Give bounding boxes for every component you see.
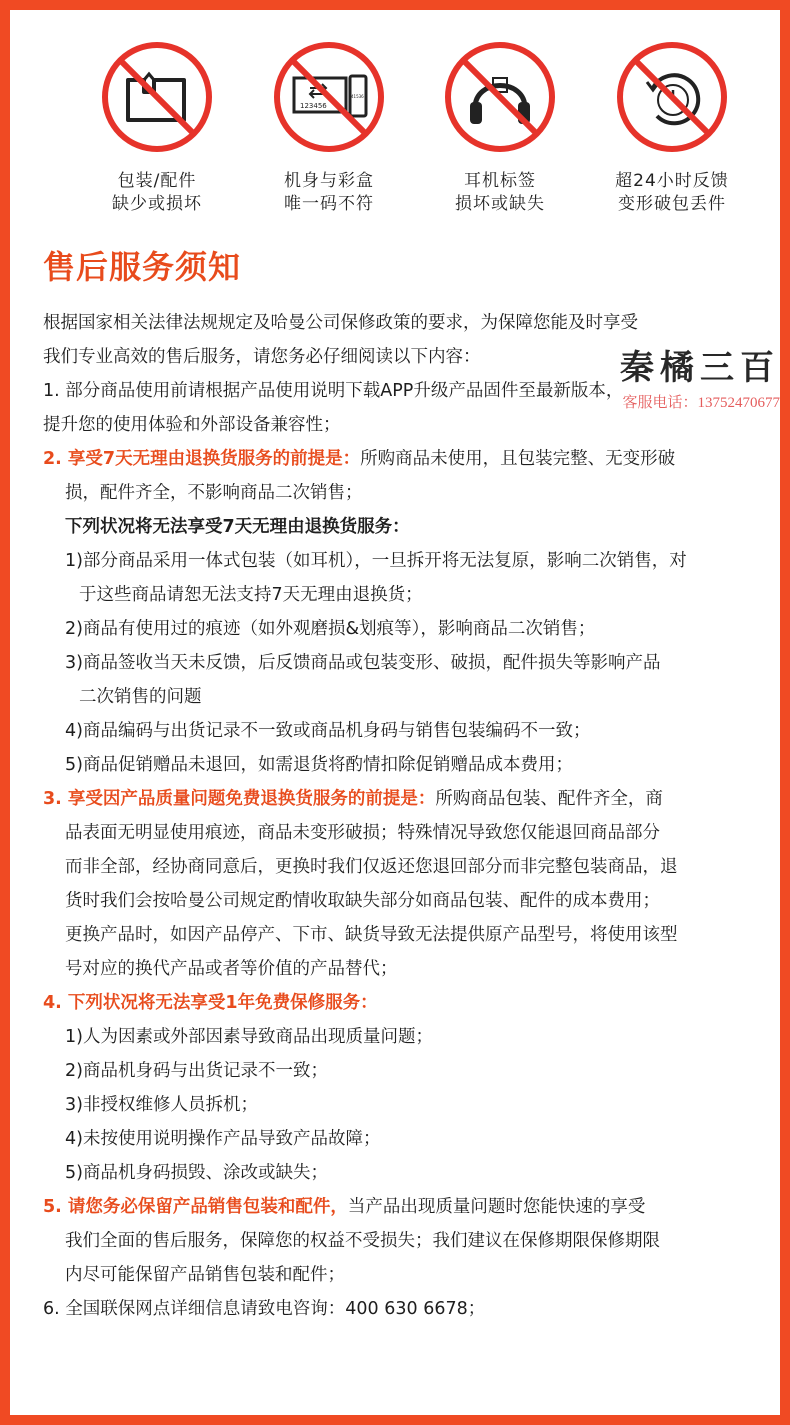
section-6-line: 6. 全国联保网点详细信息请致电咨询：400 630 6678； [43,1299,486,1319]
section-4-item: 2)商品机身码与出货记录不一致； [65,1061,328,1081]
section-1-line: 1. 部分商品使用前请根据产品使用说明下载APP升级产品固件至最新版本， [43,381,624,401]
icon-caption-line1: 超24小时反馈 [615,171,729,191]
icon-caption-line1: 机身与彩盒 [284,171,374,191]
section-2-line: 损，配件齐全，不影响商品二次销售； [65,483,363,503]
section-5-line: 内尽可能保留产品销售包装和配件； [65,1265,345,1285]
section-4-item: 4)未按使用说明操作产品导致产品故障； [65,1129,381,1149]
section-3-line: 品表面无明显使用痕迹，商品未变形破损；特殊情况导致您仅能退回商品部分 [65,823,660,843]
section-2-item: 二次销售的问题 [79,687,202,707]
section-5-first-line [43,1190,763,1224]
section-2-subheading: 下列状况将无法享受7天无理由退换货服务： [65,517,410,537]
notice-headphone-label [415,38,585,216]
section-5-line: 我们全面的售后服务，保障您的权益不受损失；我们建议在保修期限保修期限 [65,1231,660,1251]
section-3-heading: 3. 享受因产品质量问题免费退换货服务的前提是： [43,789,436,809]
prohibition-icons-row [10,38,780,228]
notice-body [43,306,763,1326]
clock-24h-icon [613,38,731,156]
page-title: 售后服务须知 [43,248,242,286]
headphone-label-icon [441,38,559,156]
icon-caption-line2: 损坏或缺失 [455,194,545,214]
watermark-shop-name: 秦橘三百 [620,348,780,388]
section-3-line: 更换产品时，如因产品停产、下市、缺货导致无法提供原产品型号，将使用该型 [65,925,678,945]
section-2-heading: 2. 享受7天无理由退换货服务的前提是： [43,449,361,469]
section-2-item: 5)商品促销赠品未退回，如需退货将酌情扣除促销赠品成本费用； [65,755,573,775]
icon-caption-line2: 唯一码不符 [284,194,374,214]
section-4-item: 1)人为因素或外部因素导致商品出现质量问题； [65,1027,433,1047]
icon-caption-line1: 耳机标签 [464,171,536,191]
page-card [10,10,780,1415]
section-4-item: 5)商品机身码损毁、涂改或缺失； [65,1163,328,1183]
section-5-text: 当产品出现质量问题时您能快速的享受 [347,1197,646,1217]
section-5-heading: 5. 请您务必保留产品销售包装和配件， [43,1197,348,1217]
serial-code-text: 123456 [300,102,327,110]
section-3-line: 而非全部，经协商同意后，更换时我们仅返还您退回部分而非完整包装商品，退 [65,857,678,877]
section-1-line: 提升您的使用体验和外部设备兼容性； [43,415,341,435]
notice-serial-box [244,38,414,216]
notice-package-parts [72,38,242,216]
section-3-text: 所购商品包装、配件齐全，商 [435,789,663,809]
watermark-phone: 客服电话：13752470677 [622,395,780,411]
intro-line: 根据国家相关法律法规规定及哈曼公司保修政策的要求，为保障您能及时享受 [43,313,638,333]
section-3-line: 货时我们会按哈曼公司规定酌情收取缺失部分如商品包装、配件的成本费用； [65,891,660,911]
section-4-heading: 4. 下列状况将无法享受1年免费保修服务： [43,993,378,1013]
section-2-item: 于这些商品请恕无法支持7天无理由退换货； [79,585,423,605]
section-2-text: 所购商品未使用，且包装完整、无变形破 [360,449,676,469]
icon-caption-line1: 包装/配件 [117,171,197,191]
section-2-item: 2)商品有使用过的痕迹（如外观磨损&划痕等），影响商品二次销售； [65,619,596,639]
serial-small-code-text: 41536 [351,94,364,99]
section-3-line: 号对应的换代产品或者等价值的产品替代； [65,959,398,979]
intro-line: 我们专业高效的售后服务，请您务必仔细阅读以下内容： [43,347,481,367]
section-2-item: 4)商品编码与出货记录不一致或商品机身码与销售包装编码不一致； [65,721,591,741]
section-2-item: 1)部分商品采用一体式包装（如耳机），一旦拆开将无法复原，影响二次销售，对 [65,551,687,571]
package-parts-icon [98,38,216,156]
section-2-item: 3)商品签收当天未反馈，后反馈商品或包装变形、破损，配件损失等影响产品 [65,653,661,673]
icon-caption-line2: 缺少或损坏 [112,194,202,214]
section-4-item: 3)非授权维修人员拆机； [65,1095,258,1115]
icon-caption-line2: 变形破包丢件 [618,194,726,214]
section-3-first-line [43,782,763,816]
section-2-first-line [43,442,763,476]
serial-box-icon [270,38,388,156]
notice-clock-24h [587,38,757,216]
